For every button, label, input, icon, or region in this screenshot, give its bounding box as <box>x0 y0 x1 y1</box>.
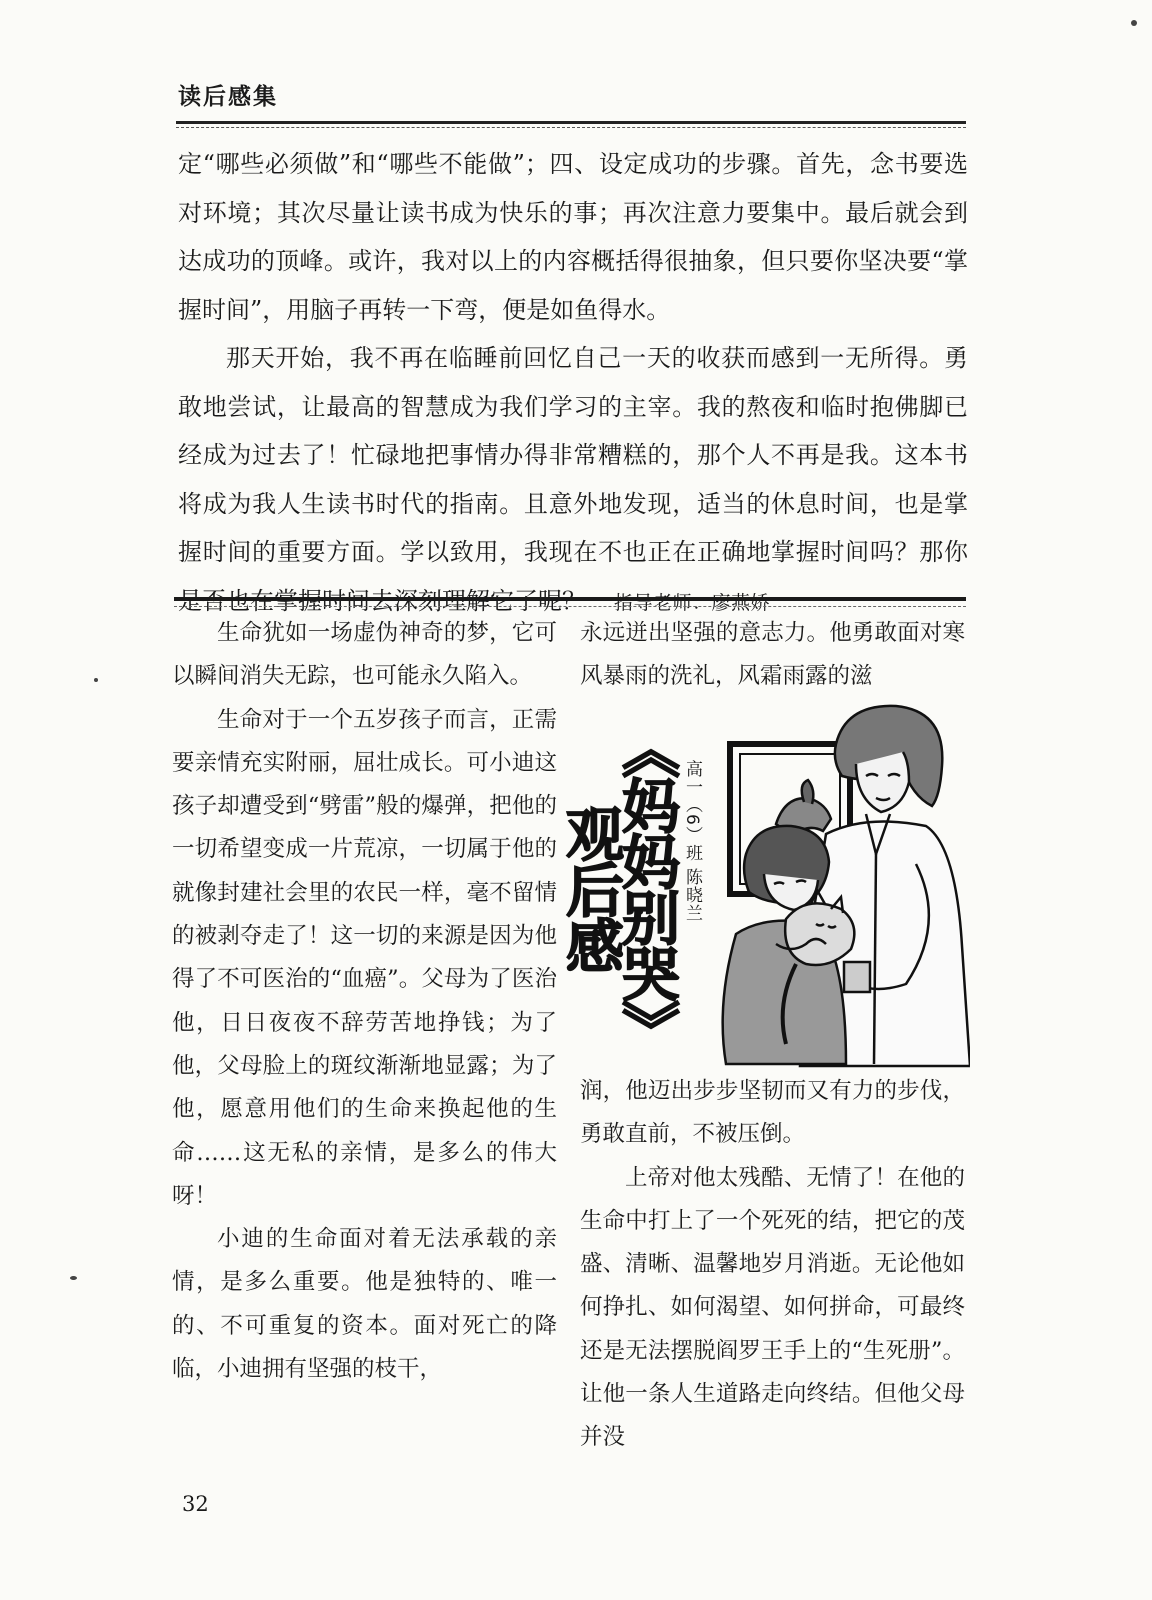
header-rule-dashed <box>176 127 966 128</box>
paragraph: 生命对于一个五岁孩子而言，正需要亲情充实附丽，屈壮成长。可小迪这孩子却遭受到“劈雷”般的爆弹，把他的一切希望变成一片荒凉，一切属于他的就像封建社会里的农民一样，毫不留情的被剥夺走了！这一切的来源是因为他得了不可医治的“血癌”。父母为了医治他，日日夜夜不辞劳苦地挣钱；为了他，父母脸上的斑纹渐渐地显露；为了他，愿意用他们的生命来换起他的生命……这无私的亲情，是多么的伟大呀！ <box>172 706 557 1209</box>
paragraph: 小迪的生命面对着无法承载的亲情，是多么重要。他是独特的、唯一的、不可重复的资本。面对死亡的降临，小迪拥有坚强的枝干， <box>172 1226 557 1383</box>
paragraph: 定“哪些必须做”和“哪些不能做”；四、设定成功的步骤。首先，念书要选对环境；其次尽量让读书成为快乐的事；再次注意力要集中。最后就会到达成功的顶峰。或许，我对以上的内容概括得很抽象，但只要你坚决要“掌握时间”，用脑子再转一下弯，便是如鱼得水。 <box>178 150 968 324</box>
section-separator-dashed <box>174 606 966 607</box>
article-right-column-top <box>580 612 965 699</box>
scan-speck <box>70 1276 77 1280</box>
section-separator <box>174 597 966 601</box>
previous-article-ending <box>178 140 968 627</box>
page-number: 32 <box>182 1492 209 1516</box>
paragraph: 生命犹如一场虚伪神奇的梦，它可以瞬间消失无踪，也可能永久陷入。 <box>172 620 557 690</box>
article-right-column-bottom <box>580 1070 965 1460</box>
mother-and-child-with-cat-illustration <box>716 704 970 1068</box>
article-left-column <box>172 612 557 1391</box>
scan-speck <box>94 678 98 682</box>
section-header: 读后感集 <box>178 84 278 110</box>
paragraph <box>178 334 968 627</box>
header-rule <box>176 121 966 124</box>
paragraph: 永远迸出坚强的意志力。他勇敢面对寒风暴雨的洗礼，风霜雨露的滋 <box>580 620 965 690</box>
guide-teacher: 指导老师：廖燕娇 <box>614 591 771 614</box>
paragraph: 润，他迈出步步坚韧而又有力的步伐，勇敢直前，不被压倒。 <box>580 1078 965 1148</box>
article-title: 《妈妈别哭》观后感 <box>556 719 680 1056</box>
scan-speck <box>1131 20 1137 26</box>
paragraph-text: 那天开始，我不再在临睡前回忆自己一天的收获而感到一无所得。勇敢地尝试，让最高的智慧成为我们学习的主宰。我的熬夜和临时抱佛脚已经成为过去了！忙碌地把事情办得非常糟糕的，那个人不再是我。这本书将成为我人生读书时代的指南。且意外地发现，适当的休息时间，也是掌握时间的重要方面。学以致用，我现在不也正在正确地掌握时间吗？那你是否也在掌握时间去深刻理解它了呢？ <box>178 344 968 615</box>
article-byline: 高一（6）班 陈晓兰 <box>682 760 702 923</box>
paragraph: 上帝对他太残酷、无情了！在他的生命中打上了一个死死的结，把它的茂盛、清晰、温馨地岁月消逝。无论他如何挣扎、如何渴望、如何拼命，可最终还是无法摆脱阎罗王手上的“生死册”。让他一条人生道路走向终结。但他父母并没 <box>580 1164 965 1451</box>
